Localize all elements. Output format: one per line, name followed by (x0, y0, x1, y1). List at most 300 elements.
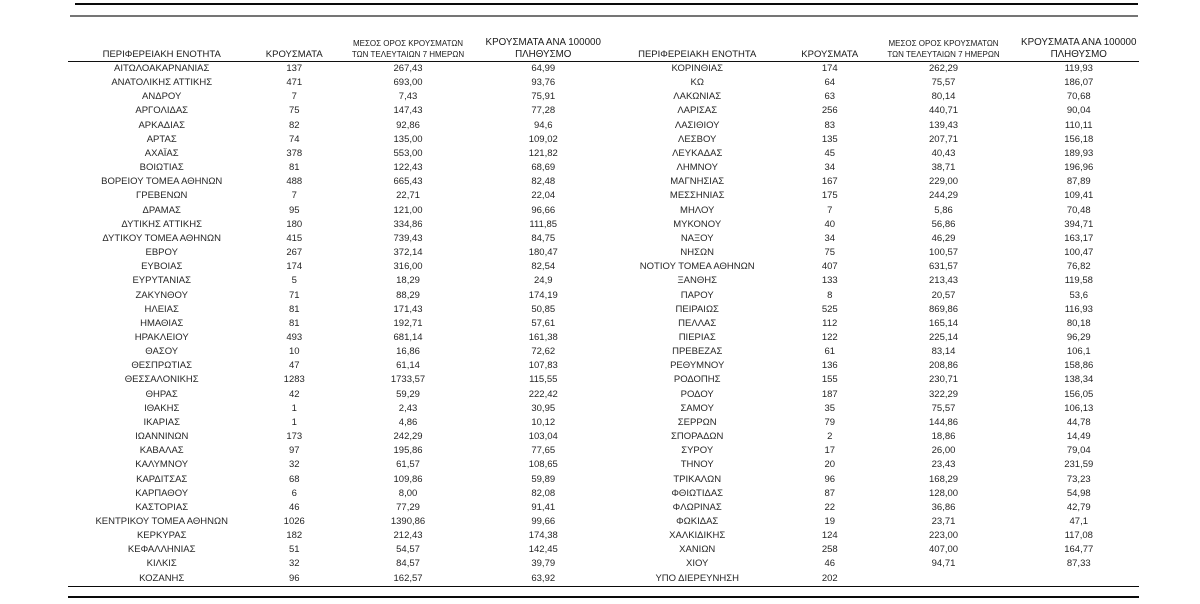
avg7-value: 242,29 (393, 431, 423, 443)
region-name: ΚΙΛΚΙΣ (146, 558, 177, 570)
per100k-value: 103,04 (528, 431, 558, 443)
cases-value: 112 (822, 317, 838, 329)
cases-value: 74 (288, 133, 300, 145)
avg7-value: 75,57 (931, 77, 956, 89)
region-name: ΝΟΤΙΟΥ ΤΟΜΕΑ ΑΘΗΝΩΝ (639, 261, 755, 273)
region-name: ΞΑΝΘΗΣ (677, 275, 717, 287)
avg7-value: 230,71 (929, 374, 959, 386)
per100k-value: 109,02 (528, 133, 558, 145)
per100k-value: 10,12 (531, 416, 556, 428)
table-body-left (68, 62, 604, 586)
region-name: ΠΕΛΛΑΣ (678, 317, 717, 329)
cases-value: 187 (821, 388, 838, 400)
per100k-value: 75,91 (531, 91, 556, 103)
cases-value: 167 (821, 176, 838, 188)
table-row (604, 458, 1140, 472)
cases-value: 5 (291, 275, 297, 287)
table-row (68, 458, 604, 472)
per100k-value: 68,69 (531, 162, 556, 174)
cases-value: 137 (286, 63, 303, 74)
region-name: ΚΑΒΑΛΑΣ (139, 445, 184, 457)
region-name: ΕΥΡΥΤΑΝΙΑΣ (132, 275, 191, 287)
table-row (68, 62, 604, 77)
avg7-value: 26,00 (931, 445, 956, 457)
avg7-value: 46,29 (931, 232, 956, 244)
avg7-value: 8,00 (398, 487, 418, 499)
region-name: ΣΑΜΟΥ (680, 402, 714, 414)
cases-value: 46 (824, 558, 836, 570)
table-row (68, 487, 604, 501)
table-row (604, 175, 1140, 189)
cases-value: 122 (821, 331, 838, 343)
cases-value: 87 (824, 487, 836, 499)
per100k-value: 196,96 (1064, 162, 1094, 174)
region-name: ΗΡΑΚΛΕΙΟΥ (134, 331, 189, 343)
avg7-value: 165,14 (929, 317, 959, 329)
cases-value: 45 (824, 147, 836, 159)
avg7-value: 229,00 (929, 176, 959, 188)
region-name: ΔΥΤΙΚΗΣ ΑΤΤΙΚΗΣ (121, 218, 202, 230)
cases-value: 7 (291, 190, 297, 202)
avg7-value: 20,57 (931, 289, 956, 301)
table-row (604, 345, 1140, 359)
table-row (68, 345, 604, 359)
col-header-per100k-line2: ΠΛΗΘΥΣΜΟ (515, 48, 572, 60)
per100k-value: 57,61 (531, 317, 556, 329)
table-row (68, 303, 604, 317)
table-row (68, 515, 604, 529)
table-row (604, 515, 1140, 529)
col-header-per100k-line1: ΚΡΟΥΣΜΑΤΑ ΑΝΑ 100000 (485, 37, 601, 48)
table-row (68, 444, 604, 458)
cases-value: 2 (827, 431, 833, 443)
table-row (604, 373, 1140, 387)
col-header-per100k (1019, 30, 1140, 62)
table-row (604, 444, 1140, 458)
avg7-value: 195,86 (393, 445, 423, 457)
cases-value: 180 (286, 218, 303, 230)
region-name: ΑΡΚΑΔΙΑΣ (138, 119, 185, 131)
region-name: ΣΕΡΡΩΝ (677, 416, 717, 428)
table-row (68, 133, 604, 147)
table-row (68, 359, 604, 373)
cases-value: 63 (824, 91, 836, 103)
avg7-value: 223,00 (929, 530, 959, 542)
avg7-value: 40,43 (931, 147, 956, 159)
region-name: ΘΑΣΟΥ (145, 346, 179, 358)
avg7-value: 553,00 (393, 147, 423, 159)
cases-value: 95 (288, 204, 300, 216)
table-row (604, 543, 1140, 557)
cases-value: 81 (288, 317, 300, 329)
avg7-value: 121,00 (393, 204, 423, 216)
avg7-value: 2,43 (398, 402, 418, 414)
region-name: ΛΑΚΩΝΙΑΣ (673, 91, 722, 103)
per100k-value: 119,93 (1064, 63, 1093, 74)
per100k-value: 119,58 (1064, 275, 1093, 287)
cases-value: 415 (286, 232, 303, 244)
per100k-value: 111,85 (529, 218, 558, 230)
avg7-value: 56,86 (931, 218, 956, 230)
avg7-value: 4,86 (398, 416, 418, 428)
per100k-value: 121,82 (528, 147, 558, 159)
avg7-value: 54,57 (396, 544, 420, 556)
avg7-value: 18,29 (396, 275, 420, 287)
per100k-value: 231,59 (1064, 459, 1094, 471)
avg7-value: 22,71 (396, 190, 420, 202)
region-name: ΝΗΣΩΝ (680, 247, 714, 259)
table-row (604, 529, 1140, 543)
avg7-value: 244,29 (929, 190, 959, 202)
table-row (68, 76, 604, 90)
per100k-value: 72,62 (531, 346, 556, 358)
table-row (604, 260, 1140, 274)
per100k-value: 47,1 (1069, 516, 1088, 527)
table-row (604, 331, 1140, 345)
cases-value: 35 (824, 402, 836, 414)
table-row (604, 104, 1140, 118)
per100k-value: 93,76 (531, 77, 556, 89)
per100k-value: 91,41 (531, 501, 556, 513)
avg7-value: 267,43 (393, 63, 423, 74)
region-name: ΚΕΝΤΡΙΚΟΥ ΤΟΜΕΑ ΑΘΗΝΩΝ (95, 516, 228, 527)
cases-value: 81 (288, 162, 300, 174)
table-row (68, 289, 604, 303)
region-name: ΧΙΟΥ (686, 558, 709, 570)
avg7-value (869, 572, 1019, 586)
table-row (604, 289, 1140, 303)
cases-value: 174 (286, 261, 303, 273)
per100k-value: 70,68 (1066, 91, 1091, 103)
region-name: ΜΕΣΣΗΝΙΑΣ (669, 190, 725, 202)
per100k-value: 174,38 (528, 530, 558, 542)
per100k-value: 77,28 (531, 105, 556, 117)
col-header-avg7-line1: ΜΕΣΟΣ ΟΡΟΣ ΚΡΟΥΣΜΑΤΩΝ (352, 39, 464, 48)
region-name: ΘΕΣΣΑΛΟΝΙΚΗΣ (124, 374, 199, 386)
cases-value: 34 (824, 162, 836, 174)
per100k-value: 106,13 (1064, 402, 1094, 414)
header-row (604, 30, 1140, 62)
region-name: ΘΗΡΑΣ (145, 388, 178, 400)
cases-value: 1 (291, 402, 297, 414)
per100k-value: 42,79 (1066, 501, 1091, 513)
table-row (604, 416, 1140, 430)
bottom-rule (68, 596, 1139, 598)
table-row (604, 246, 1140, 260)
cases-value: 1283 (283, 374, 305, 386)
avg7-value: 372,14 (393, 247, 423, 259)
avg7-value: 262,29 (929, 63, 959, 74)
per100k-value: 186,07 (1064, 77, 1094, 89)
table-row (604, 76, 1140, 90)
table-row (604, 317, 1140, 331)
region-name: ΛΑΣΙΘΙΟΥ (674, 119, 720, 131)
per100k-value: 44,78 (1066, 416, 1091, 428)
cases-value: 258 (821, 544, 838, 556)
per100k-value: 96,66 (531, 204, 556, 216)
region-name: ΙΩΑΝΝΙΝΩΝ (135, 431, 189, 443)
region-name: ΒΟΙΩΤΙΑΣ (139, 162, 184, 174)
avg7-value: 88,29 (396, 289, 420, 301)
table-row (604, 232, 1140, 246)
region-name: ΕΥΒΟΙΑΣ (141, 261, 183, 273)
table-row (68, 416, 604, 430)
cases-value: 173 (286, 431, 303, 443)
avg7-value: 109,86 (393, 473, 423, 485)
region-name: ΜΥΚΟΝΟΥ (673, 218, 722, 230)
avg7-value: 135,00 (393, 133, 423, 145)
region-name: ΚΑΣΤΟΡΙΑΣ (135, 501, 189, 513)
avg7-value: 84,57 (396, 558, 420, 570)
avg7-value: 7,43 (398, 91, 418, 103)
region-name: ΑΙΤΩΛΟΑΚΑΡΝΑΝΙΑΣ (114, 63, 210, 74)
per100k-value: 106,1 (1066, 346, 1091, 358)
avg7-value: 75,57 (931, 402, 956, 414)
avg7-value: 322,29 (929, 388, 959, 400)
per100k-value: 87,33 (1066, 558, 1091, 570)
cases-value: 32 (288, 459, 300, 471)
avg7-value: 122,43 (393, 162, 423, 174)
table-row (604, 572, 1140, 586)
region-name: ΛΑΡΙΣΑΣ (677, 105, 718, 117)
per100k-value: 59,89 (531, 473, 556, 485)
region-name: ΠΑΡΟΥ (680, 289, 714, 301)
region-name: ΣΥΡΟΥ (681, 445, 714, 457)
region-name: ΜΗΛΟΥ (680, 204, 715, 216)
cases-value: 47 (288, 360, 300, 372)
per100k-value: 84,75 (531, 232, 556, 244)
table-row (604, 402, 1140, 416)
per100k-value: 115,55 (529, 374, 558, 386)
per100k-value: 109,41 (1064, 190, 1094, 202)
table-row (68, 402, 604, 416)
table-row (68, 218, 604, 232)
table-row (604, 133, 1140, 147)
cases-value: 22 (824, 501, 836, 513)
region-name: ΚΟΖΑΝΗΣ (139, 572, 185, 584)
region-name: ΛΕΥΚΑΔΑΣ (672, 147, 723, 159)
per100k-value: 142,45 (528, 544, 558, 556)
region-name: ΕΒΡΟΥ (145, 247, 178, 259)
col-header-region: ΠΕΡΙΦΕΡΕΙΑΚΗ ΕΝΟΤΗΤΑ (604, 30, 791, 62)
per100k-value: 156,18 (1064, 133, 1094, 145)
per100k-value: 117,08 (1064, 530, 1093, 542)
table-row (68, 246, 604, 260)
per100k-value: 180,47 (528, 247, 558, 259)
region-name: ΡΕΘΥΜΝΟΥ (670, 360, 725, 372)
region-name: ΝΑΞΟΥ (680, 232, 714, 244)
table-row (68, 501, 604, 515)
region-name: ΠΕΙΡΑΙΩΣ (675, 303, 719, 315)
avg7-value: 36,86 (931, 501, 956, 513)
region-name: ΚΑΛΥΜΝΟΥ (135, 459, 189, 471)
table-row (68, 161, 604, 175)
col-header-avg7-line1: ΜΕΣΟΣ ΟΡΟΣ ΚΡΟΥΣΜΑΤΩΝ (888, 39, 999, 48)
per100k-value: 82,54 (531, 261, 556, 273)
table-row (604, 147, 1140, 161)
cases-table-left (68, 30, 604, 586)
cases-value: 19 (824, 516, 836, 527)
col-header-per100k-line2: ΠΛΗΘΥΣΜΟ (1050, 48, 1107, 60)
cases-value: 135 (821, 133, 838, 145)
region-name: ΡΟΔΟΠΗΣ (673, 374, 721, 386)
cases-value: 97 (288, 445, 300, 457)
avg7-value: 92,86 (396, 119, 420, 131)
cases-value: 34 (824, 232, 836, 244)
avg7-value: 139,43 (929, 119, 959, 131)
col-header-avg7-line2: ΤΩΝ ΤΕΛΕΥΤΑΙΩΝ 7 ΗΜΕΡΩΝ (351, 49, 465, 59)
cases-value: 155 (821, 374, 838, 386)
table-row (68, 260, 604, 274)
avg7-value: 212,43 (393, 530, 423, 542)
avg7-value: 80,14 (931, 91, 956, 103)
region-name: ΛΕΣΒΟΥ (678, 133, 717, 145)
avg7-value: 168,29 (929, 473, 959, 485)
cases-value: 7 (827, 204, 833, 216)
region-name: ΦΘΙΩΤΙΔΑΣ (671, 487, 724, 499)
avg7-value: 1733,57 (390, 374, 426, 386)
cases-value: 8 (827, 289, 833, 301)
per100k-value: 87,89 (1066, 176, 1091, 188)
table-row (604, 473, 1140, 487)
table-row (604, 501, 1140, 515)
cases-value: 17 (824, 445, 836, 457)
avg7-value: 192,71 (393, 317, 423, 329)
table-row (68, 388, 604, 402)
table-row (68, 430, 604, 444)
per100k-value: 94,6 (534, 119, 553, 131)
per100k-value: 90,04 (1066, 105, 1091, 117)
region-name: ΡΟΔΟΥ (680, 388, 714, 400)
per100k-value (1019, 572, 1140, 586)
cases-value: 133 (821, 275, 838, 287)
region-name: ΓΡΕΒΕΝΩΝ (136, 190, 188, 202)
cases-value: 175 (821, 190, 838, 202)
cases-value: 82 (288, 119, 300, 131)
table-row (604, 90, 1140, 104)
table-row (604, 487, 1140, 501)
table-row (604, 119, 1140, 133)
cases-value: 1 (291, 416, 297, 428)
region-name: ΦΛΩΡΙΝΑΣ (672, 501, 722, 513)
region-name: ΗΜΑΘΙΑΣ (140, 317, 184, 329)
cases-value: 46 (288, 501, 300, 513)
table-row (68, 473, 604, 487)
avg7-value: 147,43 (393, 105, 423, 117)
per100k-value: 99,66 (531, 516, 556, 527)
cases-value: 51 (288, 544, 300, 556)
cases-value: 124 (821, 530, 838, 542)
avg7-value: 5,86 (934, 204, 953, 216)
region-name: ΙΘΑΚΗΣ (144, 402, 180, 414)
region-name: ΖΑΚΥΝΘΟΥ (135, 289, 188, 301)
table-row (68, 331, 604, 345)
avg7-value: 681,14 (393, 331, 423, 343)
avg7-value: 18,86 (931, 431, 956, 443)
table-row (68, 274, 604, 288)
cases-value: 64 (824, 77, 836, 89)
region-name: ΤΗΝΟΥ (680, 459, 714, 471)
cases-value: 202 (821, 572, 838, 584)
per100k-value: 108,65 (528, 459, 558, 471)
cases-value: 83 (824, 119, 836, 131)
avg7-value: 77,29 (396, 501, 420, 513)
per100k-value: 22,04 (531, 190, 556, 202)
per100k-value: 189,93 (1064, 147, 1094, 159)
table-row (604, 359, 1140, 373)
region-name: ΒΟΡΕΙΟΥ ΤΟΜΕΑ ΑΘΗΝΩΝ (101, 176, 223, 188)
top-rule-secondary (70, 15, 1138, 17)
cases-value: 267 (286, 247, 303, 259)
cases-value: 96 (288, 572, 300, 584)
per100k-value: 63,92 (531, 572, 556, 584)
table-row (68, 232, 604, 246)
table-row (604, 557, 1140, 571)
avg7-value: 665,43 (393, 176, 423, 188)
col-header-cases: ΚΡΟΥΣΜΑΤΑ (791, 30, 869, 62)
table-row (68, 175, 604, 189)
cases-value: 32 (288, 558, 300, 570)
cases-value: 20 (824, 459, 836, 471)
cases-value: 182 (286, 530, 303, 542)
per100k-value: 79,04 (1066, 445, 1091, 457)
avg7-value: 144,86 (929, 416, 959, 428)
table-row (604, 189, 1140, 203)
table-row (68, 373, 604, 387)
table-row (604, 62, 1140, 77)
region-name: ΤΡΙΚΑΛΩΝ (673, 473, 722, 485)
avg7-value: 61,57 (396, 459, 420, 471)
per100k-value: 163,17 (1064, 232, 1094, 244)
avg7-value: 440,71 (929, 105, 959, 117)
cases-value: 488 (286, 176, 303, 188)
avg7-value: 16,86 (396, 346, 420, 358)
cases-value: 471 (286, 77, 303, 89)
region-name: ΚΑΡΔΙΤΣΑΣ (136, 473, 188, 485)
avg7-value: 94,71 (931, 558, 956, 570)
cases-value: 407 (821, 261, 838, 273)
avg7-value: 207,71 (929, 133, 959, 145)
region-name: ΑΡΓΟΛΙΔΑΣ (135, 105, 189, 117)
per100k-value: 164,77 (1064, 544, 1094, 556)
avg7-value: 213,43 (929, 275, 959, 287)
region-name: ΑΧΑΪΑΣ (144, 147, 179, 159)
region-name: ΚΩ (690, 77, 704, 89)
per100k-value: 138,34 (1064, 374, 1094, 386)
per100k-value: 82,08 (531, 487, 556, 499)
region-name: ΣΠΟΡΑΔΩΝ (671, 431, 724, 443)
region-name: ΚΑΡΠΑΘΟΥ (135, 487, 189, 499)
region-name: ΚΕΡΚΥΡΑΣ (136, 530, 187, 542)
region-name: ΑΝΔΡΟΥ (142, 91, 182, 103)
cases-value: 75 (288, 105, 300, 117)
region-name: ΚΕΦΑΛΛΗΝΙΑΣ (127, 544, 196, 556)
table-row (68, 147, 604, 161)
avg7-value: 38,71 (931, 162, 956, 174)
region-name: ΠΡΕΒΕΖΑΣ (672, 346, 723, 358)
per100k-value: 70,48 (1066, 204, 1091, 216)
cases-value: 79 (824, 416, 836, 428)
cases-value: 6 (291, 487, 297, 499)
avg7-value: 61,14 (396, 360, 420, 372)
cases-value: 61 (824, 346, 836, 358)
col-header-per100k (483, 30, 604, 62)
avg7-value: 100,57 (929, 247, 959, 259)
per100k-value: 82,48 (531, 176, 556, 188)
cases-value: 68 (288, 473, 300, 485)
table-row (68, 119, 604, 133)
avg7-value: 316,00 (393, 261, 423, 273)
